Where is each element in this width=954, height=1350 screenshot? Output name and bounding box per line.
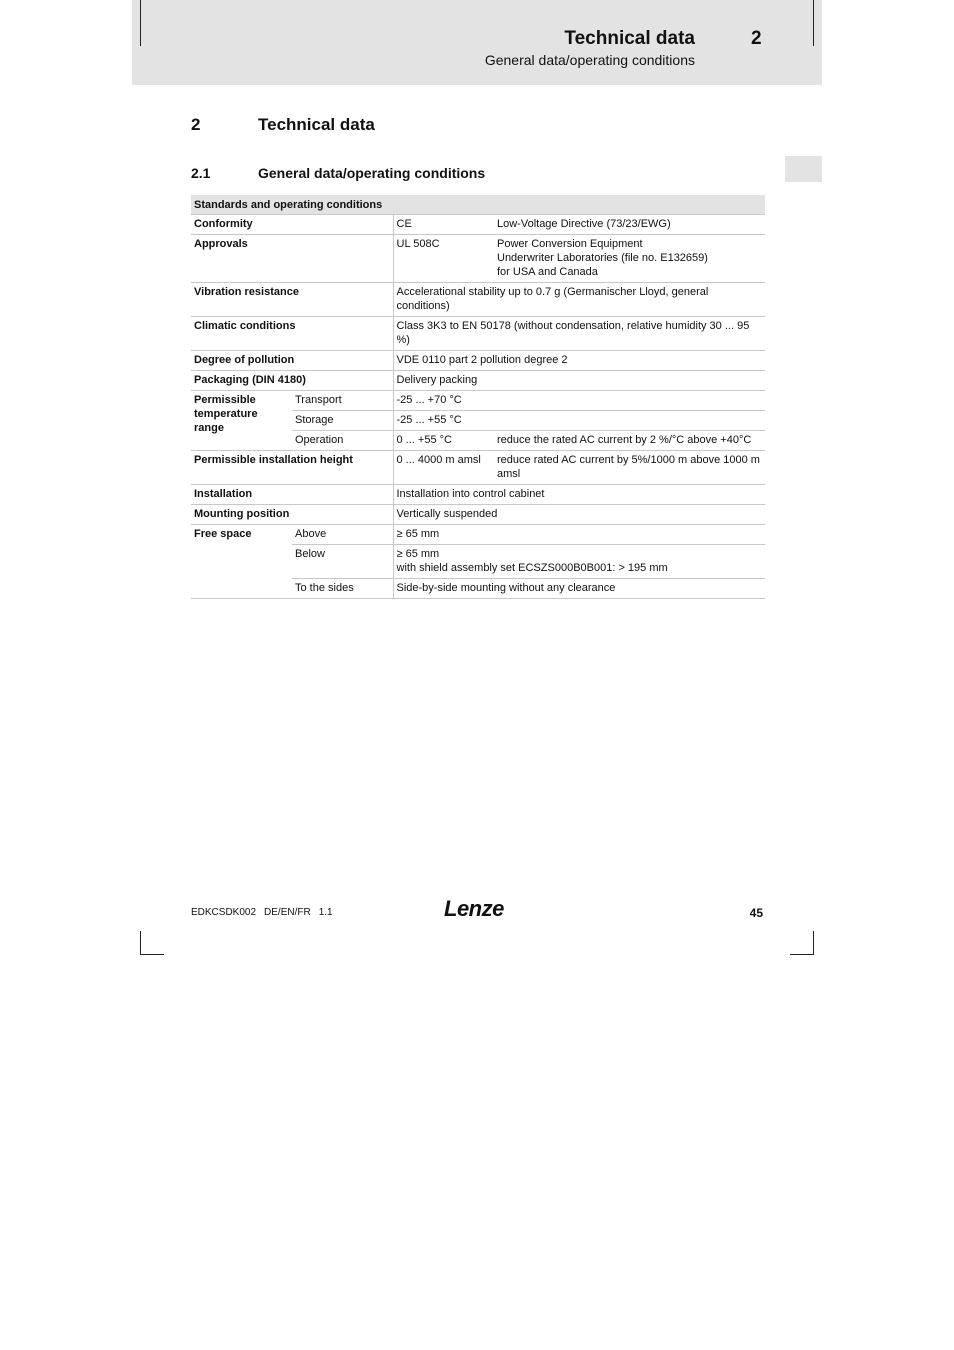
- sides-value: Side-by-side mounting without any clearance: [393, 579, 765, 599]
- vibration-text: Accelerational stability up to 0.7 g (Germanischer Lloyd, general conditions): [393, 283, 765, 317]
- installation-label: Installation: [191, 485, 393, 505]
- transport-label: Transport: [292, 391, 393, 411]
- table-header-row: [191, 195, 765, 215]
- climatic-text: Class 3K3 to EN 50178 (without condensation, relative humidity 30 ... 95 %): [393, 317, 765, 351]
- table-heading: Standards and operating conditions: [191, 195, 765, 215]
- table-row: [191, 505, 765, 525]
- operation-note: reduce the rated AC current by 2 %/°C above +40°C: [494, 431, 765, 451]
- operation-label: Operation: [292, 431, 393, 451]
- footer-doc-code: EDKCSDK002: [191, 907, 257, 918]
- table-row: [191, 351, 765, 371]
- operation-value: 0 ... +55 °C: [393, 431, 494, 451]
- header-title: Technical data: [564, 28, 695, 49]
- conformity-label: Conformity: [191, 215, 393, 235]
- below-cell: [393, 545, 765, 579]
- vibration-label: Vibration resistance: [191, 283, 393, 317]
- table-row: [191, 235, 765, 283]
- table-row: [191, 391, 765, 411]
- climatic-label: Climatic conditions: [191, 317, 393, 351]
- table-row: [191, 485, 765, 505]
- storage-value: -25 ... +55 °C: [393, 411, 765, 431]
- installation-text: Installation into control cabinet: [393, 485, 765, 505]
- mounting-label: Mounting position: [191, 505, 393, 525]
- footer-languages: DE/EN/FR: [264, 907, 311, 918]
- crop-mark: [813, 931, 814, 955]
- approvals-line: Underwriter Laboratories (file no. E132659): [497, 252, 708, 264]
- pollution-text: VDE 0110 part 2 pollution degree 2: [393, 351, 765, 371]
- table-row: [191, 451, 765, 485]
- table-row: [191, 317, 765, 351]
- above-value: ≥ 65 mm: [393, 525, 765, 545]
- footer-version: 1.1: [318, 907, 333, 918]
- chapter-tab-marker: [785, 156, 822, 182]
- free-space-label: Free space: [191, 525, 292, 599]
- conformity-code: CE: [393, 215, 494, 235]
- subsection-title: General data/operating conditions: [258, 165, 486, 181]
- table-row: [191, 525, 765, 545]
- header-subtitle: General data/operating conditions: [484, 52, 695, 68]
- crop-mark: [140, 0, 141, 46]
- height-label: Permissible installation height: [191, 451, 393, 485]
- header-band: [132, 0, 822, 85]
- above-label: Above: [292, 525, 393, 545]
- temperature-label: Permissible temperature range: [191, 391, 292, 451]
- table-row: [191, 283, 765, 317]
- header-chapter-number: 2: [751, 28, 762, 49]
- crop-mark: [790, 954, 814, 955]
- page-number: 45: [749, 906, 763, 920]
- lenze-logo: Lenze: [444, 896, 504, 921]
- packaging-text: Delivery packing: [393, 371, 765, 391]
- section-number: 2: [191, 115, 201, 134]
- pollution-label: Degree of pollution: [191, 351, 393, 371]
- approvals-code: UL 508C: [393, 235, 494, 283]
- height-value: 0 ... 4000 m amsl: [393, 451, 494, 485]
- packaging-label: Packaging (DIN 4180): [191, 371, 393, 391]
- approvals-label: Approvals: [191, 235, 393, 283]
- storage-label: Storage: [292, 411, 393, 431]
- footer-document-code: [191, 907, 341, 918]
- below-value: ≥ 65 mm: [396, 548, 440, 560]
- approvals-line: Power Conversion Equipment: [497, 238, 643, 250]
- approvals-line: for USA and Canada: [497, 266, 598, 278]
- table-row: [191, 215, 765, 235]
- crop-mark: [140, 931, 141, 955]
- crop-mark: [813, 0, 814, 46]
- conformity-text: Low-Voltage Directive (73/23/EWG): [494, 215, 765, 235]
- section-title: Technical data: [258, 115, 375, 134]
- transport-value: -25 ... +70 °C: [393, 391, 765, 411]
- mounting-text: Vertically suspended: [393, 505, 765, 525]
- subsection-number: 2.1: [191, 165, 211, 181]
- below-label: Below: [292, 545, 393, 579]
- table-row: [191, 371, 765, 391]
- crop-mark: [140, 954, 164, 955]
- operating-conditions-table: [191, 195, 765, 599]
- below-note: with shield assembly set ECSZS000B0B001: > 195 mm: [396, 562, 668, 574]
- sides-label: To the sides: [292, 579, 393, 599]
- height-note: reduce rated AC current by 5%/1000 m above 1000 m amsl: [494, 451, 765, 485]
- approvals-text: [494, 235, 765, 283]
